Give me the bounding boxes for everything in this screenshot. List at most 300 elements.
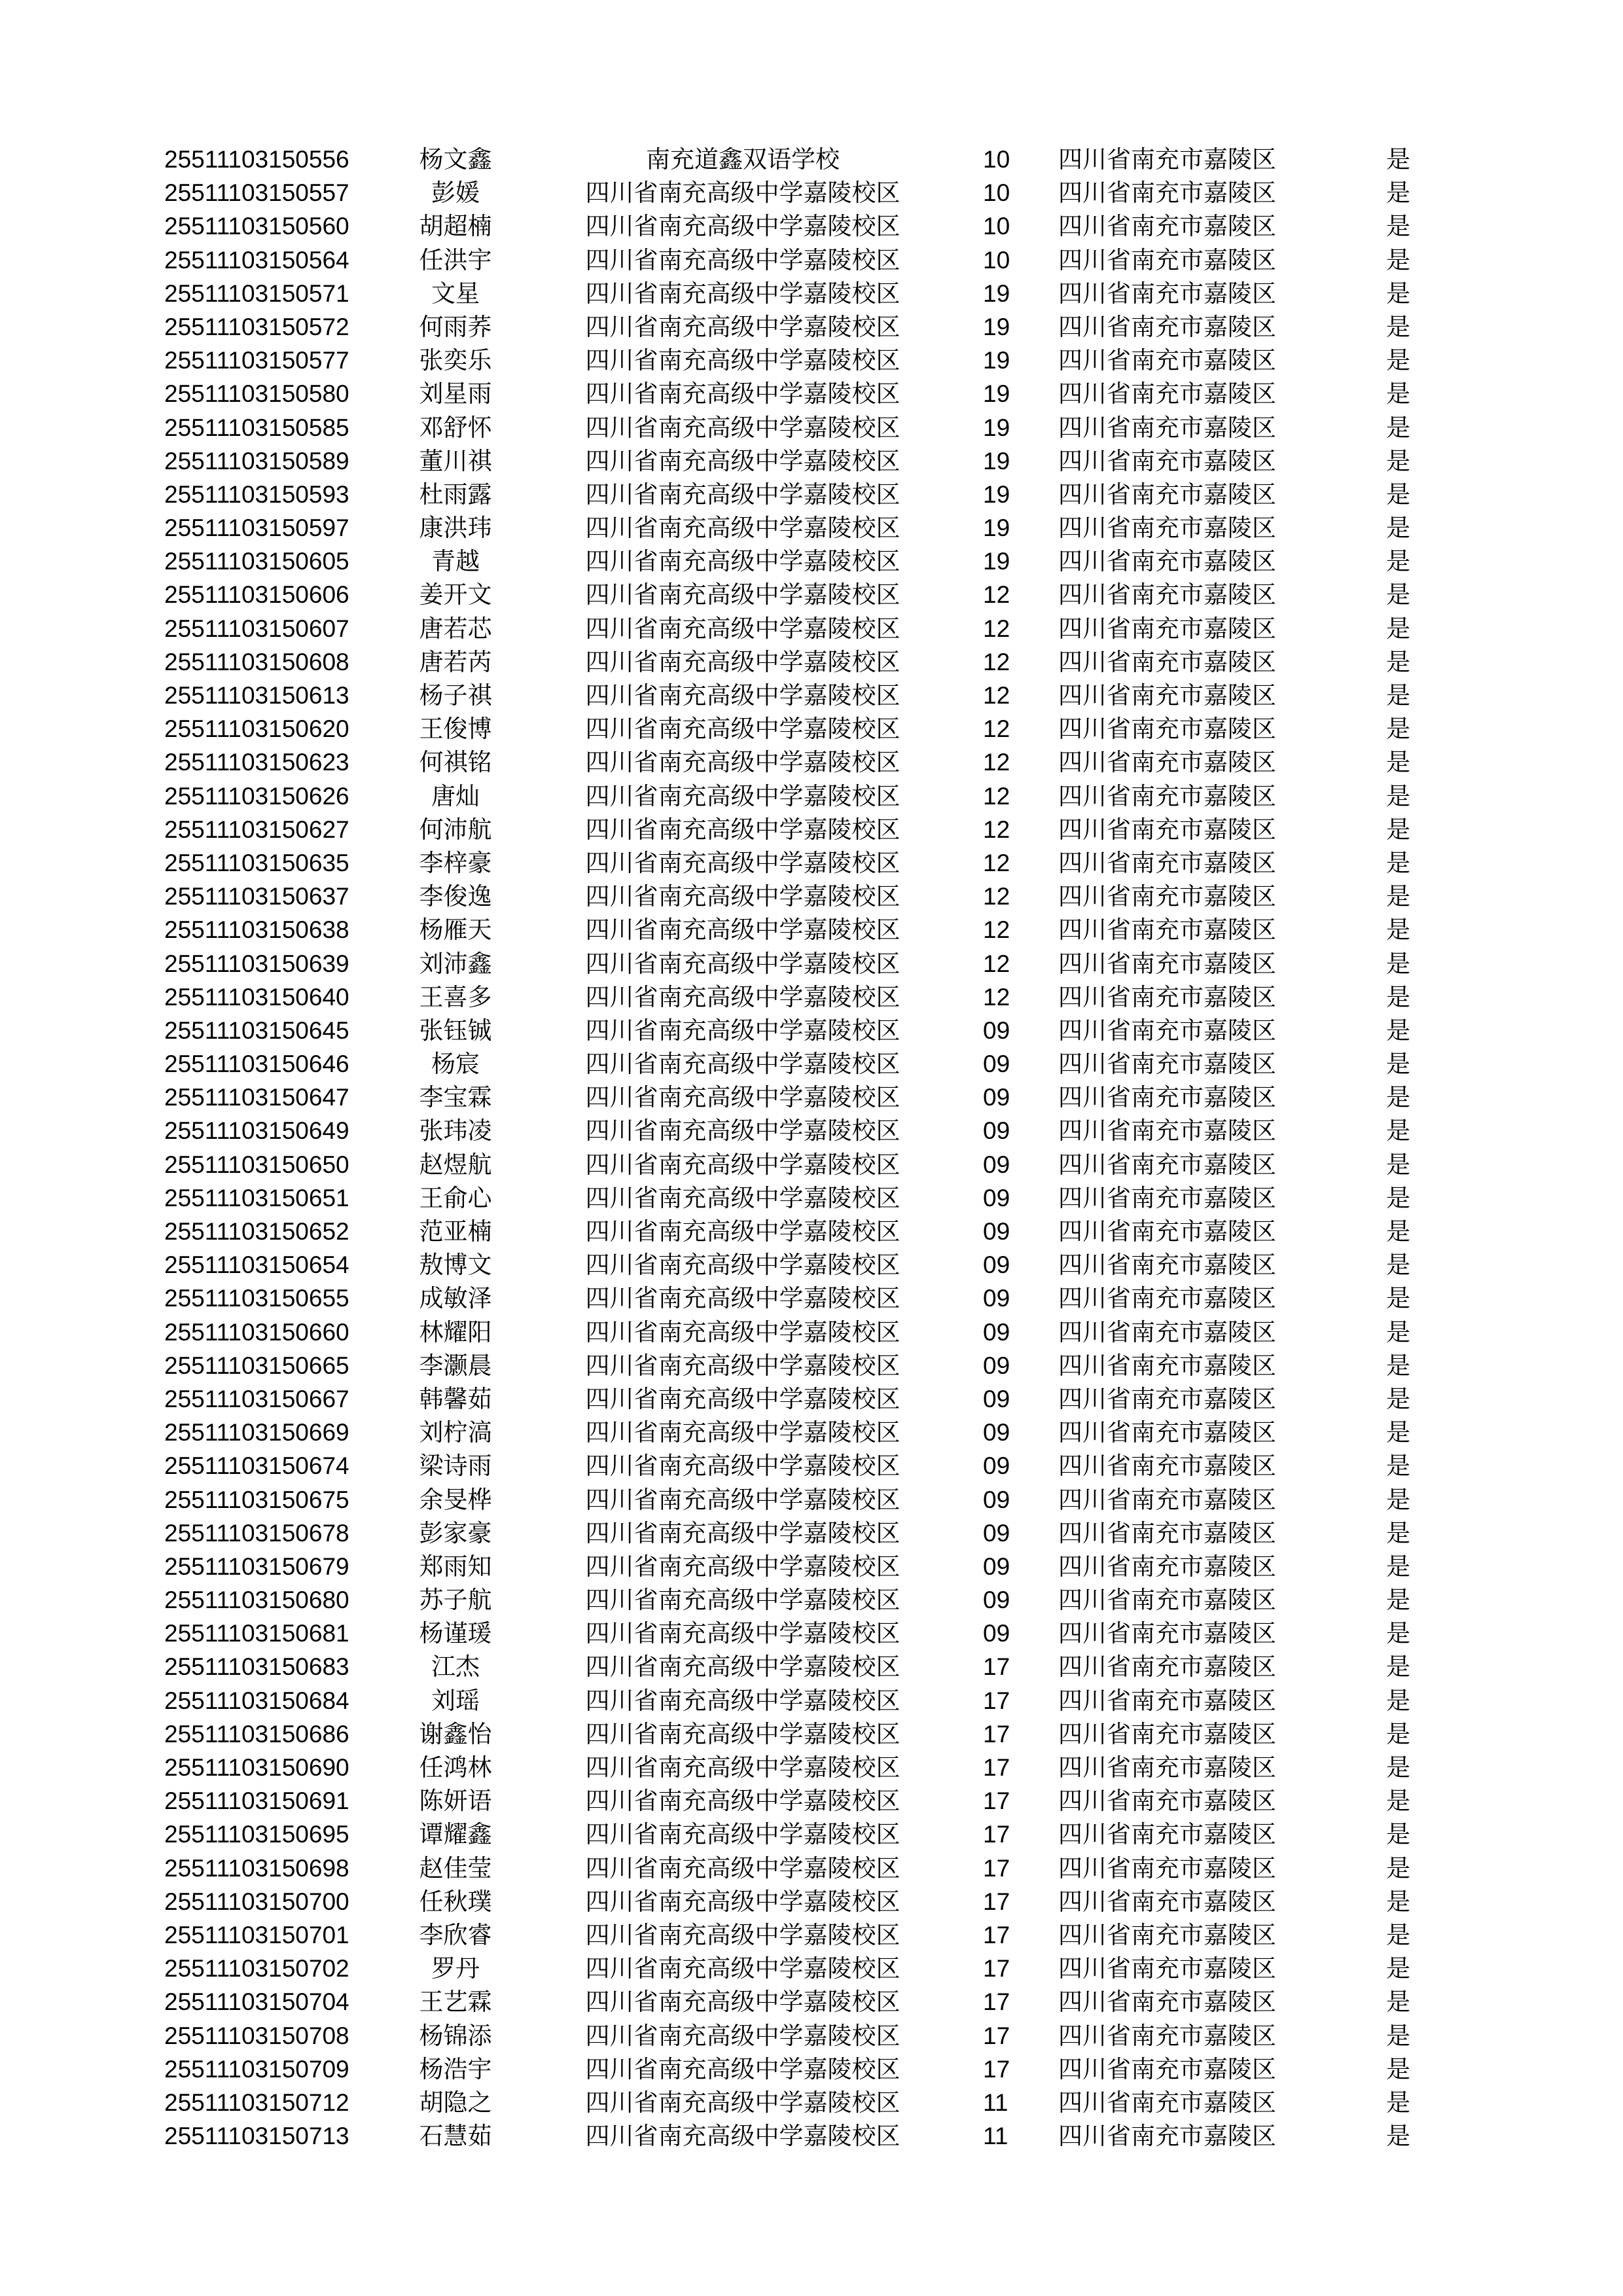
table-row [0,780,1623,813]
student-name-cell-text: 谭耀鑫 [419,1820,492,1849]
school-name-cell-text: 四川省南充高级中学嘉陵校区 [585,480,901,509]
school-name-cell-text: 南充道鑫双语学校 [646,145,840,173]
class-number-cell: 09 [983,1084,1010,1111]
class-number-cell: 09 [983,1251,1010,1279]
status-flag-cell: 是 [1386,2054,1410,2083]
exam-number-cell: 25511103150683 [164,1653,349,1681]
status-flag-cell: 是 [1386,1653,1410,1681]
status-flag-cell: 是 [1386,245,1410,274]
table-row [0,1081,1623,1114]
exam-number-cell: 25511103150651 [164,1184,349,1211]
table-row [0,176,1623,209]
status-flag-cell: 是 [1386,145,1410,173]
exam-number-cell: 25511103150700 [164,1888,349,1915]
exam-number-cell: 25511103150680 [164,1587,349,1614]
school-name-cell-text: 四川省南充高级中学嘉陵校区 [585,1418,901,1447]
school-name-cell-text: 四川省南充高级中学嘉陵校区 [585,413,901,442]
status-flag-cell: 是 [1386,581,1410,609]
student-name-cell-text: 胡超楠 [419,212,492,241]
status-flag-cell: 是 [1386,715,1410,744]
exam-number-cell: 25511103150560 [164,213,349,240]
status-flag-cell: 是 [1386,1586,1410,1615]
status-flag-cell: 是 [1386,179,1410,207]
student-name-cell-text: 江杰 [431,1653,480,1681]
school-name-cell-text: 四川省南充高级中学嘉陵校区 [585,446,901,475]
status-flag-cell: 是 [1386,681,1410,709]
student-name-cell-text: 邓舒怀 [419,413,492,442]
class-number-cell: 09 [983,1452,1010,1480]
table-row [0,947,1623,980]
district-cell: 四川省南充市嘉陵区 [1058,982,1276,1011]
status-flag-cell: 是 [1386,1920,1410,1949]
district-cell: 四川省南充市嘉陵区 [1058,1217,1276,1246]
class-number-cell: 17 [983,2022,1010,2049]
student-name-cell-text: 王俊博 [419,715,492,744]
exam-number-cell: 25511103150605 [164,548,349,575]
table-row [0,411,1623,444]
status-flag-cell: 是 [1386,1954,1410,1983]
student-name-cell-text: 罗丹 [431,1954,480,1983]
exam-number-cell: 25511103150608 [164,648,349,675]
student-name-cell-text: 谢鑫怡 [419,1719,492,1748]
school-name-cell-text: 四川省南充高级中学嘉陵校区 [585,1183,901,1212]
district-cell: 四川省南充市嘉陵区 [1058,848,1276,877]
class-number-cell: 09 [983,1184,1010,1211]
district-cell: 四川省南充市嘉陵区 [1058,1686,1276,1715]
class-number-cell: 17 [983,2055,1010,2083]
student-name-cell-text: 杨谨瑗 [419,1619,492,1648]
status-flag-cell: 是 [1386,614,1410,643]
student-name-cell-text: 李俊逸 [419,882,492,911]
district-cell: 四川省南充市嘉陵区 [1058,681,1276,709]
school-name-cell-text: 四川省南充高级中学嘉陵校区 [585,1284,901,1313]
student-name-cell-text: 唐若芯 [419,614,492,643]
student-name-cell-text: 杨文鑫 [419,145,492,173]
class-number-cell: 10 [983,213,1010,240]
class-number-cell: 11 [983,2089,1008,2116]
school-name-cell-text: 四川省南充高级中学嘉陵校区 [585,279,901,308]
school-name-cell-text: 四川省南充高级中学嘉陵校区 [585,1753,901,1782]
class-number-cell: 09 [983,1620,1010,1647]
table-row [0,813,1623,846]
exam-number-cell: 25511103150645 [164,1016,349,1044]
status-flag-cell: 是 [1386,1518,1410,1547]
school-name-cell-text: 四川省南充高级中学嘉陵校区 [585,882,901,911]
exam-number-cell: 25511103150620 [164,715,349,743]
status-flag-cell: 是 [1386,1719,1410,1748]
class-number-cell: 19 [983,414,1010,441]
school-name-cell-text: 四川省南充高级中学嘉陵校区 [585,1217,901,1246]
exam-number-cell: 25511103150647 [164,1084,349,1111]
student-name-cell-text: 彭家豪 [419,1518,492,1547]
status-flag-cell: 是 [1386,312,1410,341]
status-flag-cell: 是 [1386,1251,1410,1280]
status-flag-cell: 是 [1386,1854,1410,1882]
exam-number-cell: 25511103150698 [164,1854,349,1882]
district-cell: 四川省南充市嘉陵区 [1058,1552,1276,1581]
status-flag-cell: 是 [1386,547,1410,576]
exam-number-cell: 25511103150556 [164,146,349,173]
table-row [0,310,1623,344]
district-cell: 四川省南充市嘉陵区 [1058,413,1276,442]
student-name-cell-text: 杜雨露 [419,480,492,509]
student-name-cell-text: 赵煜航 [419,1150,492,1179]
district-cell: 四川省南充市嘉陵区 [1058,1351,1276,1380]
table-row [0,1181,1623,1215]
exam-number-cell: 25511103150606 [164,581,349,609]
district-cell: 四川省南充市嘉陵区 [1058,1887,1276,1916]
school-name-cell-text: 四川省南充高级中学嘉陵校区 [585,982,901,1011]
class-number-cell: 19 [983,447,1010,475]
exam-number-cell: 25511103150695 [164,1821,349,1848]
district-cell: 四川省南充市嘉陵区 [1058,1251,1276,1280]
exam-number-cell: 25511103150660 [164,1318,349,1346]
school-name-cell-text: 四川省南充高级中学嘉陵校区 [585,715,901,744]
student-name-cell-text: 林耀阳 [419,1318,492,1346]
class-number-cell: 09 [983,1419,1010,1446]
district-cell: 四川省南充市嘉陵区 [1058,1384,1276,1413]
school-name-cell-text: 四川省南充高级中学嘉陵校区 [585,1820,901,1849]
student-name-cell-text: 杨锦添 [419,2021,492,2050]
district-cell: 四川省南充市嘉陵区 [1058,647,1276,676]
class-number-cell: 17 [983,1888,1010,1915]
exam-number-cell: 25511103150580 [164,380,349,408]
school-name-cell-text: 四川省南充高级中学嘉陵校区 [585,815,901,844]
school-name-cell-text: 四川省南充高级中学嘉陵校区 [585,1016,901,1045]
class-number-cell: 12 [983,715,1010,743]
school-name-cell-text: 四川省南充高级中学嘉陵校区 [585,1050,901,1079]
school-name-cell-text: 四川省南充高级中学嘉陵校区 [585,1351,901,1380]
school-name-cell-text: 四川省南充高级中学嘉陵校区 [585,581,901,609]
student-name-cell-text: 刘瑶 [431,1686,480,1715]
class-number-cell: 12 [983,983,1010,1011]
table-row [0,679,1623,712]
school-name-cell-text: 四川省南充高级中学嘉陵校区 [585,1619,901,1648]
status-flag-cell: 是 [1386,1384,1410,1413]
class-number-cell: 09 [983,1285,1010,1312]
school-name-cell-text: 四川省南充高级中学嘉陵校区 [585,1787,901,1816]
class-number-cell: 17 [983,1955,1010,1982]
class-number-cell: 12 [983,816,1010,843]
student-name-cell-text: 苏子航 [419,1586,492,1615]
table-row [0,243,1623,277]
district-cell: 四川省南充市嘉陵区 [1058,1954,1276,1983]
table-row [0,1047,1623,1081]
status-flag-cell: 是 [1386,916,1410,944]
district-cell: 四川省南充市嘉陵区 [1058,715,1276,744]
district-cell: 四川省南充市嘉陵区 [1058,916,1276,944]
status-flag-cell: 是 [1386,2021,1410,2050]
school-name-cell-text: 四川省南充高级中学嘉陵校区 [585,848,901,877]
class-number-cell: 09 [983,1050,1010,1078]
school-name-cell-text: 四川省南充高级中学嘉陵校区 [585,1318,901,1346]
district-cell: 四川省南充市嘉陵区 [1058,1117,1276,1145]
table-row [0,1717,1623,1751]
class-number-cell: 12 [983,749,1010,776]
status-flag-cell: 是 [1386,848,1410,877]
district-cell: 四川省南充市嘉陵区 [1058,2122,1276,2151]
district-cell: 四川省南充市嘉陵区 [1058,581,1276,609]
class-number-cell: 17 [983,1687,1010,1714]
exam-number-cell: 25511103150597 [164,514,349,542]
status-flag-cell: 是 [1386,514,1410,543]
status-flag-cell: 是 [1386,1318,1410,1346]
school-name-cell-text: 四川省南充高级中学嘉陵校区 [585,1518,901,1547]
status-flag-cell: 是 [1386,647,1410,676]
student-name-cell-text: 任洪宇 [419,245,492,274]
student-name-cell-text: 刘沛鑫 [419,949,492,978]
class-number-cell: 10 [983,246,1010,274]
status-flag-cell: 是 [1386,1686,1410,1715]
table-row [0,846,1623,880]
table-row [0,1014,1623,1047]
status-flag-cell: 是 [1386,380,1410,408]
district-cell: 四川省南充市嘉陵区 [1058,1150,1276,1179]
table-row [0,545,1623,578]
table-row [0,277,1623,310]
table-row [0,1316,1623,1349]
status-flag-cell: 是 [1386,1284,1410,1313]
table-row [0,645,1623,679]
district-cell: 四川省南充市嘉陵区 [1058,1586,1276,1615]
status-flag-cell: 是 [1386,446,1410,475]
exam-number-cell: 25511103150701 [164,1921,349,1948]
district-cell: 四川省南充市嘉陵区 [1058,1083,1276,1112]
class-number-cell: 17 [983,1821,1010,1848]
district-cell: 四川省南充市嘉陵区 [1058,480,1276,509]
status-flag-cell: 是 [1386,1150,1410,1179]
table-row [0,1650,1623,1683]
class-number-cell: 17 [983,1988,1010,2016]
status-flag-cell: 是 [1386,781,1410,810]
student-name-cell-text: 王喜多 [419,982,492,1011]
district-cell: 四川省南充市嘉陵区 [1058,145,1276,173]
exam-number-cell: 25511103150577 [164,347,349,374]
student-name-cell-text: 成敏泽 [419,1284,492,1313]
status-flag-cell: 是 [1386,1117,1410,1145]
exam-number-cell: 25511103150713 [164,2123,349,2150]
table-row [0,1349,1623,1382]
district-cell: 四川省南充市嘉陵区 [1058,1183,1276,1212]
exam-number-cell: 25511103150678 [164,1519,349,1547]
student-name-cell-text: 青越 [431,547,480,576]
table-row [0,1617,1623,1650]
status-flag-cell: 是 [1386,346,1410,375]
district-cell: 四川省南充市嘉陵区 [1058,446,1276,475]
district-cell: 四川省南充市嘉陵区 [1058,2021,1276,2050]
student-name-cell-text: 李宝霖 [419,1083,492,1112]
school-name-cell-text: 四川省南充高级中学嘉陵校区 [585,245,901,274]
student-name-cell-text: 何祺铭 [419,748,492,777]
district-cell: 四川省南充市嘉陵区 [1058,2054,1276,2083]
table-row [0,1751,1623,1784]
district-cell: 四川省南充市嘉陵区 [1058,1920,1276,1949]
class-number-cell: 09 [983,1218,1010,1245]
district-cell: 四川省南充市嘉陵区 [1058,179,1276,207]
status-flag-cell: 是 [1386,1887,1410,1916]
student-list-table [0,143,1623,2153]
district-cell: 四川省南充市嘉陵区 [1058,1318,1276,1346]
exam-number-cell: 25511103150684 [164,1687,349,1714]
student-name-cell-text: 刘星雨 [419,380,492,408]
exam-number-cell: 25511103150564 [164,246,349,274]
class-number-cell: 12 [983,849,1010,876]
exam-number-cell: 25511103150704 [164,1988,349,2016]
school-name-cell-text: 四川省南充高级中学嘉陵校区 [585,346,901,375]
status-flag-cell: 是 [1386,1753,1410,1782]
class-number-cell: 09 [983,1486,1010,1513]
table-row [0,444,1623,478]
student-name-cell-text: 敖博文 [419,1251,492,1280]
district-cell: 四川省南充市嘉陵区 [1058,1518,1276,1547]
class-number-cell: 12 [983,916,1010,944]
student-name-cell-text: 彭媛 [431,179,480,207]
status-flag-cell: 是 [1386,1183,1410,1212]
district-cell: 四川省南充市嘉陵区 [1058,1418,1276,1447]
district-cell: 四川省南充市嘉陵区 [1058,1485,1276,1514]
table-row [0,1818,1623,1851]
student-name-cell-text: 张奕乐 [419,346,492,375]
student-name-cell-text: 姜开文 [419,581,492,609]
student-name-cell-text: 杨子祺 [419,681,492,709]
school-name-cell-text: 四川省南充高级中学嘉陵校区 [585,916,901,944]
status-flag-cell: 是 [1386,1485,1410,1514]
district-cell: 四川省南充市嘉陵区 [1058,1820,1276,1849]
table-row [0,1382,1623,1416]
school-name-cell-text: 四川省南充高级中学嘉陵校区 [585,1150,901,1179]
exam-number-cell: 25511103150669 [164,1419,349,1446]
student-name-cell-text: 刘柠滈 [419,1418,492,1447]
exam-number-cell: 25511103150585 [164,414,349,441]
table-row [0,980,1623,1014]
exam-number-cell: 25511103150712 [164,2089,349,2116]
class-number-cell: 17 [983,1787,1010,1815]
status-flag-cell: 是 [1386,949,1410,978]
table-row [0,1516,1623,1550]
school-name-cell-text: 四川省南充高级中学嘉陵校区 [585,614,901,643]
class-number-cell: 19 [983,480,1010,508]
table-row [0,1416,1623,1449]
exam-number-cell: 25511103150691 [164,1787,349,1815]
status-flag-cell: 是 [1386,1418,1410,1447]
school-name-cell-text: 四川省南充高级中学嘉陵校区 [585,312,901,341]
class-number-cell: 09 [983,1117,1010,1145]
table-row [0,1248,1623,1282]
table-row [0,612,1623,645]
student-name-cell-text: 唐若芮 [419,647,492,676]
school-name-cell-text: 四川省南充高级中学嘉陵校区 [585,647,901,676]
district-cell: 四川省南充市嘉陵区 [1058,1016,1276,1045]
school-name-cell-text: 四川省南充高级中学嘉陵校区 [585,781,901,810]
table-row [0,2053,1623,2086]
school-name-cell-text: 四川省南充高级中学嘉陵校区 [585,179,901,207]
class-number-cell: 17 [983,1754,1010,1781]
student-name-cell-text: 李灏晨 [419,1351,492,1380]
status-flag-cell: 是 [1386,748,1410,777]
district-cell: 四川省南充市嘉陵区 [1058,748,1276,777]
student-name-cell-text: 石慧茹 [419,2122,492,2151]
student-name-cell-text: 余旻桦 [419,1485,492,1514]
class-number-cell: 19 [983,279,1010,307]
school-name-cell-text: 四川省南充高级中学嘉陵校区 [585,681,901,709]
table-row [0,2086,1623,2119]
table-row [0,511,1623,545]
exam-number-cell: 25511103150613 [164,682,349,709]
class-number-cell: 09 [983,1151,1010,1178]
student-name-cell-text: 胡隐之 [419,2088,492,2117]
exam-number-cell: 25511103150626 [164,782,349,810]
table-row [0,1550,1623,1583]
school-name-cell-text: 四川省南充高级中学嘉陵校区 [585,2088,901,2117]
status-flag-cell: 是 [1386,413,1410,442]
district-cell: 四川省南充市嘉陵区 [1058,212,1276,241]
student-name-cell-text: 董川祺 [419,446,492,475]
class-number-cell: 12 [983,950,1010,977]
class-number-cell: 17 [983,1720,1010,1748]
class-number-cell: 17 [983,1653,1010,1681]
class-number-cell: 17 [983,1921,1010,1948]
school-name-cell-text: 四川省南充高级中学嘉陵校区 [585,1452,901,1480]
exam-number-cell: 25511103150638 [164,916,349,944]
class-number-cell: 10 [983,146,1010,173]
student-name-cell-text: 任秋璞 [419,1887,492,1916]
status-flag-cell: 是 [1386,1083,1410,1112]
exam-number-cell: 25511103150639 [164,950,349,977]
class-number-cell: 09 [983,1552,1010,1580]
class-number-cell: 09 [983,1519,1010,1547]
district-cell: 四川省南充市嘉陵区 [1058,882,1276,911]
district-cell: 四川省南充市嘉陵区 [1058,1452,1276,1480]
exam-number-cell: 25511103150702 [164,1955,349,1982]
school-name-cell-text: 四川省南充高级中学嘉陵校区 [585,1083,901,1112]
district-cell: 四川省南充市嘉陵区 [1058,1284,1276,1313]
school-name-cell-text: 四川省南充高级中学嘉陵校区 [585,1719,901,1748]
school-name-cell-text: 四川省南充高级中学嘉陵校区 [585,1954,901,1983]
district-cell: 四川省南充市嘉陵区 [1058,815,1276,844]
class-number-cell: 12 [983,581,1010,609]
school-name-cell-text: 四川省南充高级中学嘉陵校区 [585,2122,901,2151]
exam-number-cell: 25511103150654 [164,1251,349,1279]
table-row [0,377,1623,410]
school-name-cell-text: 四川省南充高级中学嘉陵校区 [585,1384,901,1413]
table-row [0,1885,1623,1918]
status-flag-cell: 是 [1386,1988,1410,2017]
class-number-cell: 12 [983,883,1010,910]
class-number-cell: 09 [983,1016,1010,1044]
district-cell: 四川省南充市嘉陵区 [1058,949,1276,978]
district-cell: 四川省南充市嘉陵区 [1058,1719,1276,1748]
status-flag-cell: 是 [1386,279,1410,308]
class-number-cell: 09 [983,1385,1010,1412]
status-flag-cell: 是 [1386,2122,1410,2151]
class-number-cell: 12 [983,615,1010,642]
status-flag-cell: 是 [1386,2088,1410,2117]
table-row [0,478,1623,511]
class-number-cell: 09 [983,1587,1010,1614]
exam-number-cell: 25511103150649 [164,1117,349,1145]
table-row [0,2119,1623,2153]
student-name-cell-text: 郑雨知 [419,1552,492,1581]
table-row [0,209,1623,243]
table-row [0,1583,1623,1617]
student-name-cell-text: 王艺霖 [419,1988,492,2017]
school-name-cell-text: 四川省南充高级中学嘉陵校区 [585,1653,901,1681]
table-row [0,1852,1623,1885]
district-cell: 四川省南充市嘉陵区 [1058,380,1276,408]
status-flag-cell: 是 [1386,1552,1410,1581]
exam-number-cell: 25511103150572 [164,313,349,340]
school-name-cell-text: 四川省南充高级中学嘉陵校区 [585,1887,901,1916]
